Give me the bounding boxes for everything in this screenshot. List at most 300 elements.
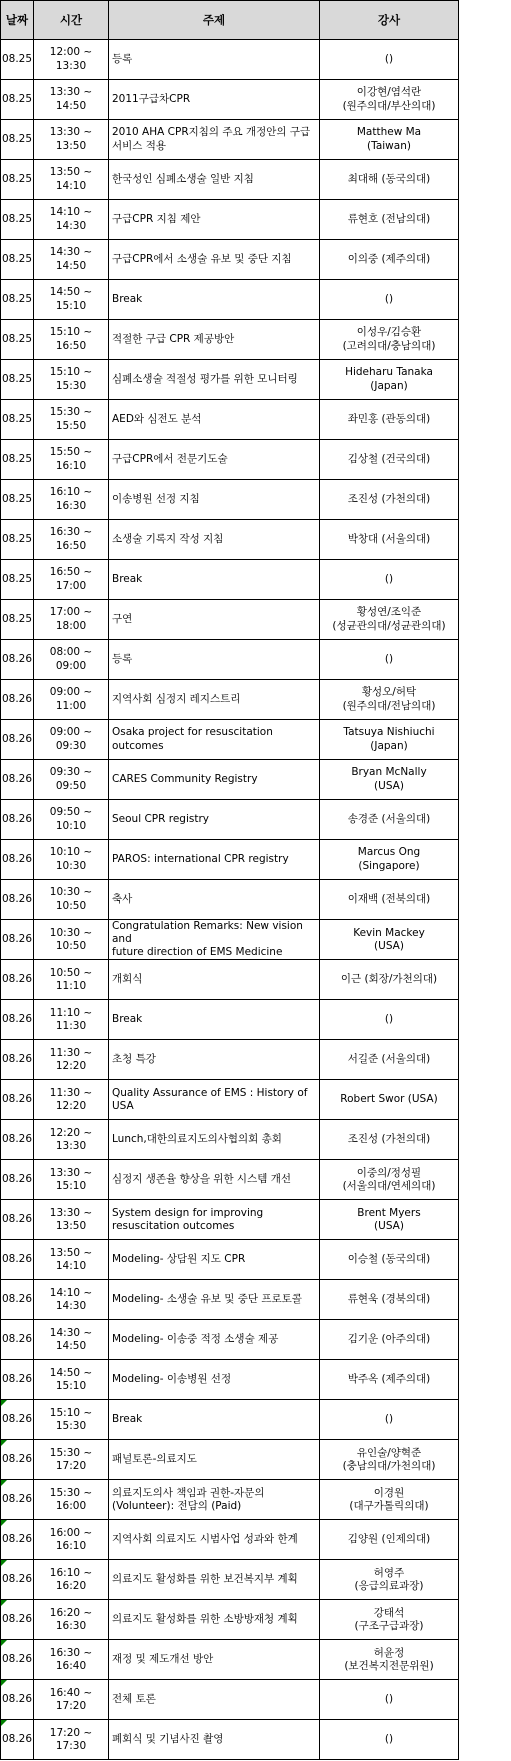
- topic-cell: [109, 40, 320, 80]
- topic-cell-text: 패널토론-의료지도: [112, 1453, 197, 1466]
- topic-cell: [109, 1040, 320, 1080]
- topic-cell-text: Break: [112, 1013, 143, 1026]
- time-cell: [34, 1240, 109, 1280]
- speaker-cell-text: 송경준 (서울의대): [347, 812, 431, 825]
- table-row: [1, 320, 459, 360]
- date-cell-text: 08.26: [1, 1213, 33, 1226]
- date-cell: [1, 80, 34, 120]
- speaker-cell: [320, 1280, 459, 1320]
- table-row: [1, 520, 459, 560]
- speaker-cell: [320, 1040, 459, 1080]
- speaker-cell: [320, 440, 459, 480]
- time-cell: [34, 480, 109, 520]
- topic-cell-text: 2010 AHA CPR지침의 주요 개정안의 구급 서비스 적용: [112, 126, 311, 152]
- time-cell: [34, 1480, 109, 1520]
- time-cell: [34, 1400, 109, 1440]
- header-speaker: 강사: [320, 1, 459, 40]
- time-cell: [34, 960, 109, 1000]
- time-cell-text: 15:10 ~ 15:30: [49, 1406, 93, 1432]
- comment-marker-icon: [1, 1680, 7, 1686]
- date-cell: [1, 880, 34, 920]
- speaker-cell: [320, 720, 459, 760]
- time-cell-text: 13:50 ~ 14:10: [49, 1246, 93, 1272]
- time-cell-text: 15:30 ~ 16:00: [49, 1486, 93, 1512]
- date-cell-text: 08.26: [1, 652, 33, 665]
- time-cell: [34, 240, 109, 280]
- date-cell-text: 08.26: [1, 1173, 33, 1186]
- speaker-cell-text: 황성오/허탁 (원주의대/전남의대): [342, 686, 436, 712]
- date-cell: [1, 720, 34, 760]
- speaker-cell-text: 박주옥 (제주의대): [347, 1373, 431, 1386]
- date-cell: [1, 280, 34, 320]
- comment-marker-icon: [1, 1400, 7, 1406]
- date-cell: [1, 1680, 34, 1720]
- time-cell: [34, 360, 109, 400]
- time-cell-text: 16:20 ~ 16:30: [49, 1606, 93, 1632]
- speaker-cell: [320, 840, 459, 880]
- topic-cell-text: 축사: [112, 892, 133, 905]
- date-cell-text: 08.25: [1, 572, 33, 585]
- table-row: [1, 680, 459, 720]
- date-cell: [1, 120, 34, 160]
- time-cell-text: 12:00 ~ 13:30: [49, 46, 93, 72]
- speaker-cell: [320, 160, 459, 200]
- topic-cell: [109, 1320, 320, 1360]
- time-cell-text: 17:00 ~ 18:00: [49, 606, 93, 632]
- topic-cell: [109, 1640, 320, 1680]
- topic-cell: [109, 1720, 320, 1760]
- topic-cell: [109, 1360, 320, 1400]
- table-row: [1, 240, 459, 280]
- speaker-cell: [320, 1640, 459, 1680]
- speaker-cell: [320, 760, 459, 800]
- date-cell-text: 08.26: [1, 732, 33, 745]
- topic-cell-text: 구연: [112, 612, 133, 625]
- table-row: [1, 1360, 459, 1400]
- topic-cell-text: 구급CPR 지침 제안: [112, 212, 201, 225]
- topic-cell: [109, 400, 320, 440]
- speaker-cell: [320, 1400, 459, 1440]
- time-cell: [34, 520, 109, 560]
- speaker-cell-text: 류현욱 (경북의대): [347, 1293, 431, 1306]
- topic-cell-text: PAROS: international CPR registry: [112, 852, 289, 865]
- speaker-cell: [320, 1720, 459, 1760]
- date-cell: [1, 560, 34, 600]
- table-row: [1, 1720, 459, 1760]
- table-row: [1, 800, 459, 840]
- date-cell-text: 08.26: [1, 892, 33, 905]
- time-cell: [34, 1040, 109, 1080]
- date-cell: [1, 840, 34, 880]
- table-row: [1, 1080, 459, 1120]
- time-cell: [34, 80, 109, 120]
- table-row: [1, 160, 459, 200]
- topic-cell: [109, 1400, 320, 1440]
- topic-cell: [109, 800, 320, 840]
- speaker-cell-text: (): [384, 1013, 394, 1026]
- speaker-cell: [320, 1560, 459, 1600]
- speaker-cell-text: 이승철 (동국의대): [347, 1253, 431, 1266]
- time-cell: [34, 160, 109, 200]
- topic-cell-text: 지역사회 의료지도 시범사업 성과와 한계: [112, 1533, 298, 1546]
- table-row: [1, 920, 459, 960]
- speaker-cell-text: Hideharu Tanaka (Japan): [345, 366, 433, 392]
- date-cell-text: 08.25: [1, 372, 33, 385]
- header-topic: 주제: [109, 1, 320, 40]
- time-cell: [34, 560, 109, 600]
- date-cell: [1, 1120, 34, 1160]
- date-cell: [1, 1560, 34, 1600]
- topic-cell-text: 의료지도 활성화를 위한 보건복지부 계획: [112, 1573, 298, 1586]
- comment-marker-icon: [1, 1480, 7, 1486]
- date-cell: [1, 360, 34, 400]
- topic-cell-text: 심정지 생존율 향상을 위한 시스템 개선: [112, 1173, 291, 1186]
- date-cell: [1, 760, 34, 800]
- speaker-cell-text: Kevin Mackey (USA): [353, 926, 425, 952]
- comment-marker-icon: [1, 1440, 7, 1446]
- date-cell-text: 08.26: [1, 1533, 33, 1546]
- time-cell: [34, 1360, 109, 1400]
- speaker-cell-text: (): [384, 1693, 394, 1706]
- topic-cell-text: 의료지도의사 책임과 권한-자문의 (Volunteer): 전담의 (Paid): [112, 1486, 265, 1512]
- speaker-cell-text: 김상철 (건국의대): [347, 452, 431, 465]
- date-cell-text: 08.25: [1, 172, 33, 185]
- speaker-cell-text: 황성연/조익준 (성균관의대/성균관의대): [332, 606, 446, 632]
- topic-cell-text: Seoul CPR registry: [112, 812, 210, 825]
- speaker-cell: [320, 1200, 459, 1240]
- time-cell-text: 13:30 ~ 13:50: [49, 126, 93, 152]
- time-cell-text: 14:30 ~ 14:50: [49, 1326, 93, 1352]
- speaker-cell-text: 허영주 (응급의료과장): [354, 1566, 424, 1592]
- time-cell-text: 14:10 ~ 14:30: [49, 206, 93, 232]
- topic-cell: [109, 560, 320, 600]
- speaker-cell: [320, 120, 459, 160]
- table-row: [1, 1200, 459, 1240]
- time-cell: [34, 1200, 109, 1240]
- table-row: [1, 80, 459, 120]
- topic-cell: [109, 840, 320, 880]
- header-row: [1, 1, 459, 40]
- speaker-cell-text: 김기운 (아주의대): [347, 1333, 431, 1346]
- time-cell-text: 14:30 ~ 14:50: [49, 246, 93, 272]
- time-cell-text: 16:10 ~ 16:20: [49, 1566, 93, 1592]
- date-cell-text: 08.26: [1, 1613, 33, 1626]
- speaker-cell: [320, 680, 459, 720]
- speaker-cell: [320, 240, 459, 280]
- topic-cell-text: 재정 및 제도개선 방안: [112, 1653, 214, 1666]
- topic-cell-text: Modeling- 이송중 적정 소생술 제공: [112, 1333, 279, 1346]
- time-cell-text: 09:00 ~ 11:00: [49, 686, 93, 712]
- topic-cell-text: 적절한 구급 CPR 제공방안: [112, 332, 235, 345]
- speaker-cell-text: (): [384, 1733, 394, 1746]
- time-cell: [34, 760, 109, 800]
- speaker-cell: [320, 200, 459, 240]
- speaker-cell-text: Matthew Ma (Taiwan): [356, 126, 422, 152]
- speaker-cell-text: 조진성 (가천의대): [347, 1133, 431, 1146]
- table-row: [1, 960, 459, 1000]
- topic-cell: [109, 920, 320, 960]
- date-cell-text: 08.25: [1, 132, 33, 145]
- topic-cell: [109, 1080, 320, 1120]
- topic-cell-text: 소생술 기록지 작성 지침: [112, 532, 224, 545]
- speaker-cell-text: 박창대 (서울의대): [347, 532, 431, 545]
- time-cell-text: 15:50 ~ 16:10: [49, 446, 93, 472]
- topic-cell-text: 구급CPR에서 소생술 유보 및 중단 지침: [112, 252, 292, 265]
- date-cell: [1, 600, 34, 640]
- speaker-cell-text: 최대해 (동국의대): [347, 172, 431, 185]
- time-cell-text: 15:10 ~ 15:30: [49, 366, 93, 392]
- time-cell: [34, 1280, 109, 1320]
- topic-cell-text: 폐회식 및 기념사진 촬영: [112, 1733, 224, 1746]
- date-cell-text: 08.26: [1, 692, 33, 705]
- speaker-cell-text: 조진성 (가천의대): [347, 492, 431, 505]
- table-row: [1, 1640, 459, 1680]
- date-cell-text: 08.26: [1, 1733, 33, 1746]
- time-cell-text: 15:30 ~ 17:20: [49, 1446, 93, 1472]
- time-cell: [34, 1680, 109, 1720]
- topic-cell: [109, 640, 320, 680]
- table-row: [1, 640, 459, 680]
- time-cell-text: 14:10 ~ 14:30: [49, 1286, 93, 1312]
- date-cell: [1, 520, 34, 560]
- topic-cell: [109, 1560, 320, 1600]
- speaker-cell-text: Tatsuya Nishiuchi (Japan): [343, 726, 435, 752]
- time-cell: [34, 1320, 109, 1360]
- topic-cell: [109, 440, 320, 480]
- topic-cell: [109, 880, 320, 920]
- speaker-cell-text: 이경원 (대구가톨릭의대): [349, 1486, 429, 1512]
- date-cell: [1, 1000, 34, 1040]
- time-cell: [34, 800, 109, 840]
- time-cell: [34, 1640, 109, 1680]
- table-row: [1, 1120, 459, 1160]
- speaker-cell-text: (): [384, 52, 394, 65]
- topic-cell-text: 2011구급차CPR: [112, 92, 191, 105]
- topic-cell: [109, 1280, 320, 1320]
- date-cell: [1, 1160, 34, 1200]
- date-cell: [1, 1640, 34, 1680]
- date-cell-text: 08.26: [1, 1333, 33, 1346]
- time-cell: [34, 120, 109, 160]
- date-cell: [1, 1400, 34, 1440]
- date-cell-text: 08.25: [1, 532, 33, 545]
- date-cell: [1, 480, 34, 520]
- date-cell: [1, 400, 34, 440]
- speaker-cell-text: 서길준 (서울의대): [347, 1053, 431, 1066]
- speaker-cell: [320, 1080, 459, 1120]
- time-cell-text: 09:00 ~ 09:30: [49, 726, 93, 752]
- speaker-cell: [320, 800, 459, 840]
- time-cell-text: 10:30 ~ 10:50: [49, 926, 93, 952]
- date-cell: [1, 200, 34, 240]
- speaker-cell-text: 이강현/염석란 (원주의대/부산의대): [342, 86, 436, 112]
- date-cell-text: 08.26: [1, 772, 33, 785]
- date-cell: [1, 1080, 34, 1120]
- speaker-cell: [320, 600, 459, 640]
- comment-marker-icon: [1, 1720, 7, 1726]
- table-row: [1, 440, 459, 480]
- table-row: [1, 400, 459, 440]
- time-cell-text: 10:10 ~ 10:30: [49, 846, 93, 872]
- table-row: [1, 840, 459, 880]
- speaker-cell-text: 류현호 (전남의대): [347, 212, 431, 225]
- date-cell-text: 08.26: [1, 1413, 33, 1426]
- table-row: [1, 1400, 459, 1440]
- date-cell-text: 08.25: [1, 252, 33, 265]
- time-cell: [34, 320, 109, 360]
- time-cell: [34, 1160, 109, 1200]
- time-cell-text: 16:50 ~ 17:00: [49, 566, 93, 592]
- topic-cell-text: 지역사회 심정지 레지스트리: [112, 692, 241, 705]
- time-cell: [34, 640, 109, 680]
- date-cell-text: 08.26: [1, 1493, 33, 1506]
- date-cell-text: 08.26: [1, 1453, 33, 1466]
- date-cell: [1, 640, 34, 680]
- time-cell-text: 10:30 ~ 10:50: [49, 886, 93, 912]
- date-cell: [1, 680, 34, 720]
- date-cell-text: 08.26: [1, 1253, 33, 1266]
- header-time: 시간: [34, 1, 109, 40]
- topic-cell-text: Lunch,대한의료지도의사협의회 총회: [112, 1133, 282, 1146]
- header-date: 날짜: [1, 1, 34, 40]
- date-cell-text: 08.26: [1, 1693, 33, 1706]
- topic-cell-text: Break: [112, 572, 143, 585]
- comment-marker-icon: [1, 1560, 7, 1566]
- date-cell-text: 08.26: [1, 1573, 33, 1586]
- topic-cell: [109, 160, 320, 200]
- speaker-cell: [320, 1240, 459, 1280]
- topic-cell-text: System design for improving resuscitation outcomes: [112, 1206, 264, 1232]
- speaker-cell: [320, 1600, 459, 1640]
- date-cell: [1, 960, 34, 1000]
- speaker-cell: [320, 560, 459, 600]
- time-cell-text: 16:00 ~ 16:10: [49, 1526, 93, 1552]
- date-cell: [1, 1600, 34, 1640]
- table-row: [1, 1000, 459, 1040]
- speaker-cell-text: 김양원 (인제의대): [347, 1533, 431, 1546]
- topic-cell-text: Break: [112, 292, 143, 305]
- speaker-cell: [320, 1320, 459, 1360]
- topic-cell: [109, 600, 320, 640]
- time-cell-text: 14:50 ~ 15:10: [49, 1366, 93, 1392]
- table-row: [1, 1280, 459, 1320]
- topic-cell: [109, 1200, 320, 1240]
- topic-cell: [109, 1160, 320, 1200]
- speaker-cell-text: 유인술/양혁준 (충남의대/가천의대): [342, 1446, 436, 1472]
- table-row: [1, 40, 459, 80]
- speaker-cell-text: 이재백 (전북의대): [347, 892, 431, 905]
- topic-cell: [109, 480, 320, 520]
- speaker-cell-text: Marcus Ong (Singapore): [357, 846, 421, 872]
- time-cell: [34, 1440, 109, 1480]
- speaker-cell: [320, 1440, 459, 1480]
- date-cell-text: 08.26: [1, 812, 33, 825]
- date-cell-text: 08.26: [1, 973, 33, 986]
- topic-cell-text: Modeling- 소생술 유보 및 중단 프로토콜: [112, 1293, 302, 1306]
- topic-cell-text: Quality Assurance of EMS : History of USA: [112, 1086, 308, 1112]
- speaker-cell-text: 이성우/김승환 (고려의대/충남의대): [342, 326, 436, 352]
- topic-cell: [109, 680, 320, 720]
- topic-cell-text: AED와 심전도 분석: [112, 412, 202, 425]
- speaker-cell-text: 허윤정 (보건복지전문위원): [344, 1646, 434, 1672]
- date-cell-text: 08.26: [1, 1373, 33, 1386]
- table-row: [1, 600, 459, 640]
- table-row: [1, 1520, 459, 1560]
- time-cell-text: 16:30 ~ 16:40: [49, 1646, 93, 1672]
- time-cell: [34, 840, 109, 880]
- topic-cell: [109, 280, 320, 320]
- topic-cell: [109, 720, 320, 760]
- speaker-cell: [320, 1520, 459, 1560]
- time-cell-text: 13:30 ~ 15:10: [49, 1166, 93, 1192]
- time-cell: [34, 280, 109, 320]
- topic-cell: [109, 1120, 320, 1160]
- time-cell: [34, 920, 109, 960]
- time-cell-text: 09:30 ~ 09:50: [49, 766, 93, 792]
- date-cell: [1, 800, 34, 840]
- topic-cell-text: Osaka project for resuscitation outcomes: [112, 726, 273, 752]
- topic-cell: [109, 1600, 320, 1640]
- time-cell-text: 08:00 ~ 09:00: [49, 646, 93, 672]
- date-cell: [1, 1480, 34, 1520]
- date-cell-text: 08.25: [1, 92, 33, 105]
- speaker-cell: [320, 1120, 459, 1160]
- time-cell-text: 14:50 ~ 15:10: [49, 286, 93, 312]
- time-cell-text: 10:50 ~ 11:10: [49, 966, 93, 992]
- topic-cell: [109, 200, 320, 240]
- speaker-cell: [320, 920, 459, 960]
- speaker-cell-text: (): [384, 1413, 394, 1426]
- speaker-cell-text: (): [384, 292, 394, 305]
- comment-marker-icon: [1, 1600, 7, 1606]
- date-cell-text: 08.26: [1, 1293, 33, 1306]
- speaker-cell: [320, 960, 459, 1000]
- topic-cell-text: 개회식: [112, 973, 143, 986]
- topic-cell-text: Modeling- 이송병원 선정: [112, 1373, 232, 1386]
- table-row: [1, 1480, 459, 1520]
- time-cell-text: 11:30 ~ 12:20: [49, 1086, 93, 1112]
- date-cell: [1, 1040, 34, 1080]
- time-cell: [34, 1720, 109, 1760]
- time-cell: [34, 440, 109, 480]
- speaker-cell-text: (): [384, 652, 394, 665]
- topic-cell-text: 구급CPR에서 전문기도술: [112, 452, 228, 465]
- date-cell-text: 08.26: [1, 1053, 33, 1066]
- table-row: [1, 1560, 459, 1600]
- speaker-cell: [320, 1000, 459, 1040]
- date-cell: [1, 40, 34, 80]
- speaker-cell-text: 좌민홍 (관동의대): [347, 412, 431, 425]
- topic-cell: [109, 80, 320, 120]
- date-cell-text: 08.26: [1, 933, 33, 946]
- time-cell: [34, 880, 109, 920]
- time-cell: [34, 1520, 109, 1560]
- time-cell-text: 09:50 ~ 10:10: [49, 806, 93, 832]
- topic-cell-text: 한국성인 심폐소생술 일반 지침: [112, 172, 254, 185]
- topic-cell-text: 등록: [112, 652, 133, 665]
- date-cell: [1, 1320, 34, 1360]
- time-cell: [34, 680, 109, 720]
- table-row: [1, 280, 459, 320]
- date-cell: [1, 240, 34, 280]
- speaker-cell: [320, 40, 459, 80]
- comment-marker-icon: [1, 1640, 7, 1646]
- speaker-cell: [320, 280, 459, 320]
- date-cell-text: 08.25: [1, 492, 33, 505]
- date-cell: [1, 440, 34, 480]
- time-cell: [34, 720, 109, 760]
- date-cell-text: 08.25: [1, 452, 33, 465]
